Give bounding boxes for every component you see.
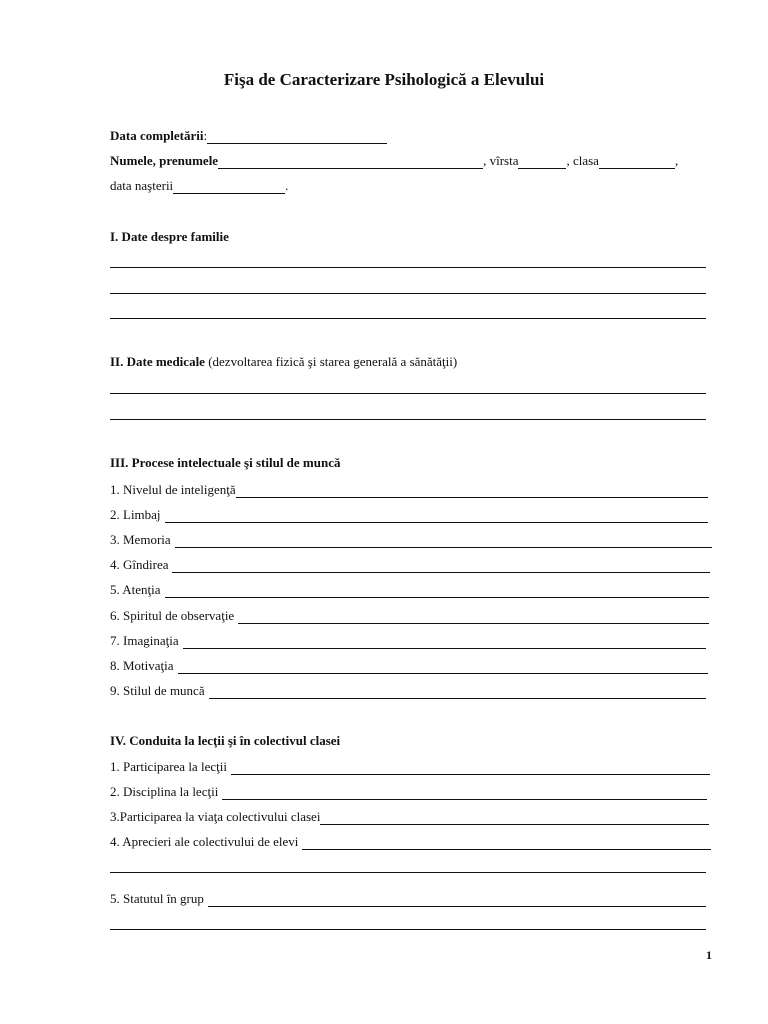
item-label: 2. Disciplina la lecţii: [110, 784, 219, 799]
intellectual-item-observation: [110, 607, 709, 624]
birthdate-row: [110, 177, 288, 194]
item-answer-field[interactable]: [183, 635, 706, 649]
medical-line-2[interactable]: [110, 419, 706, 420]
item-label: 7. Imaginaţia: [110, 633, 179, 648]
group-status-line-2[interactable]: [110, 929, 706, 930]
completion-date-row: [110, 127, 387, 144]
item-label: 4. Aprecieri ale colectivului de elevi: [110, 834, 299, 849]
item-label: 5. Atenţia: [110, 582, 161, 597]
item-answer-field[interactable]: [208, 893, 706, 907]
class-field[interactable]: [599, 155, 675, 169]
name-row: [110, 152, 712, 169]
item-answer-field[interactable]: [165, 509, 708, 523]
medical-line-1[interactable]: [110, 393, 706, 394]
section-family-heading: I. Date despre familie: [110, 229, 229, 244]
completion-date-colon: :: [203, 128, 208, 143]
item-answer-field[interactable]: [238, 610, 709, 624]
intellectual-item-attention: [110, 581, 709, 598]
item-answer-field[interactable]: [320, 811, 709, 825]
item-answer-field[interactable]: [209, 685, 706, 699]
class-label: , clasa: [566, 153, 599, 168]
item-label: 2. Limbaj: [110, 507, 161, 522]
name-label: Numele, prenumele: [110, 153, 219, 168]
intellectual-item-intelligence: [110, 481, 708, 498]
intellectual-item-work-style: [110, 682, 706, 699]
intellectual-item-motivation: [110, 657, 708, 674]
item-answer-field[interactable]: [178, 660, 708, 674]
item-label: 3. Memoria: [110, 532, 171, 547]
conduct-item-class-life: [110, 808, 709, 825]
document-title: Fişa de Caracterizare Psihologică a Elevului: [223, 70, 545, 89]
item-answer-field[interactable]: [222, 786, 707, 800]
birthdate-period: .: [285, 178, 289, 193]
conduct-item-group-status: [110, 890, 706, 907]
birthdate-field[interactable]: [173, 180, 285, 194]
item-label: 9. Stilul de muncă: [110, 683, 205, 698]
completion-date-field[interactable]: [207, 130, 387, 144]
peer-appreciation-line-2[interactable]: [110, 872, 706, 873]
item-label: 1. Participarea la lecţii: [110, 759, 227, 774]
item-label: 4. Gîndirea: [110, 557, 169, 572]
item-label: 1. Nivelul de inteligenţă: [110, 482, 236, 497]
birthdate-label: data naşterii: [110, 178, 174, 193]
item-answer-field[interactable]: [236, 484, 708, 498]
name-field[interactable]: [218, 155, 483, 169]
item-answer-field[interactable]: [172, 559, 710, 573]
intellectual-item-language: [110, 506, 708, 523]
age-label: , vîrsta: [483, 153, 519, 168]
item-label: 5. Statutul în grup: [110, 891, 204, 906]
item-label: 3.Participarea la viaţa colectivului clasei: [110, 809, 321, 824]
intellectual-item-thinking: [110, 556, 710, 573]
family-line-3[interactable]: [110, 318, 706, 319]
completion-date-label: Data completării: [110, 128, 204, 143]
intellectual-item-imagination: [110, 632, 706, 649]
page-number: 1: [706, 948, 712, 962]
section-medical-title: II. Date medicale: [110, 354, 205, 369]
conduct-item-discipline: [110, 783, 707, 800]
item-label: 6. Spiritul de observaţie: [110, 608, 235, 623]
class-trailing-comma: ,: [674, 153, 679, 168]
section-conduct-heading: IV. Conduita la lecţii şi în colectivul clasei: [110, 733, 341, 748]
item-answer-field[interactable]: [165, 584, 709, 598]
intellectual-item-memory: [110, 531, 712, 548]
section-intellectual-heading: III. Procese intelectuale şi stilul de muncă: [110, 455, 341, 470]
section-medical-note: (dezvoltarea fizică şi starea generală a sănătăţii): [204, 354, 458, 369]
item-label: 8. Motivaţia: [110, 658, 174, 673]
item-answer-field[interactable]: [302, 836, 711, 850]
section-medical-heading: [110, 354, 457, 370]
family-line-2[interactable]: [110, 293, 706, 294]
conduct-item-peer-appreciation: [110, 833, 711, 850]
item-answer-field[interactable]: [175, 534, 712, 548]
age-field[interactable]: [518, 155, 566, 169]
conduct-item-participation: [110, 758, 710, 775]
item-answer-field[interactable]: [231, 761, 710, 775]
family-line-1[interactable]: [110, 267, 706, 268]
